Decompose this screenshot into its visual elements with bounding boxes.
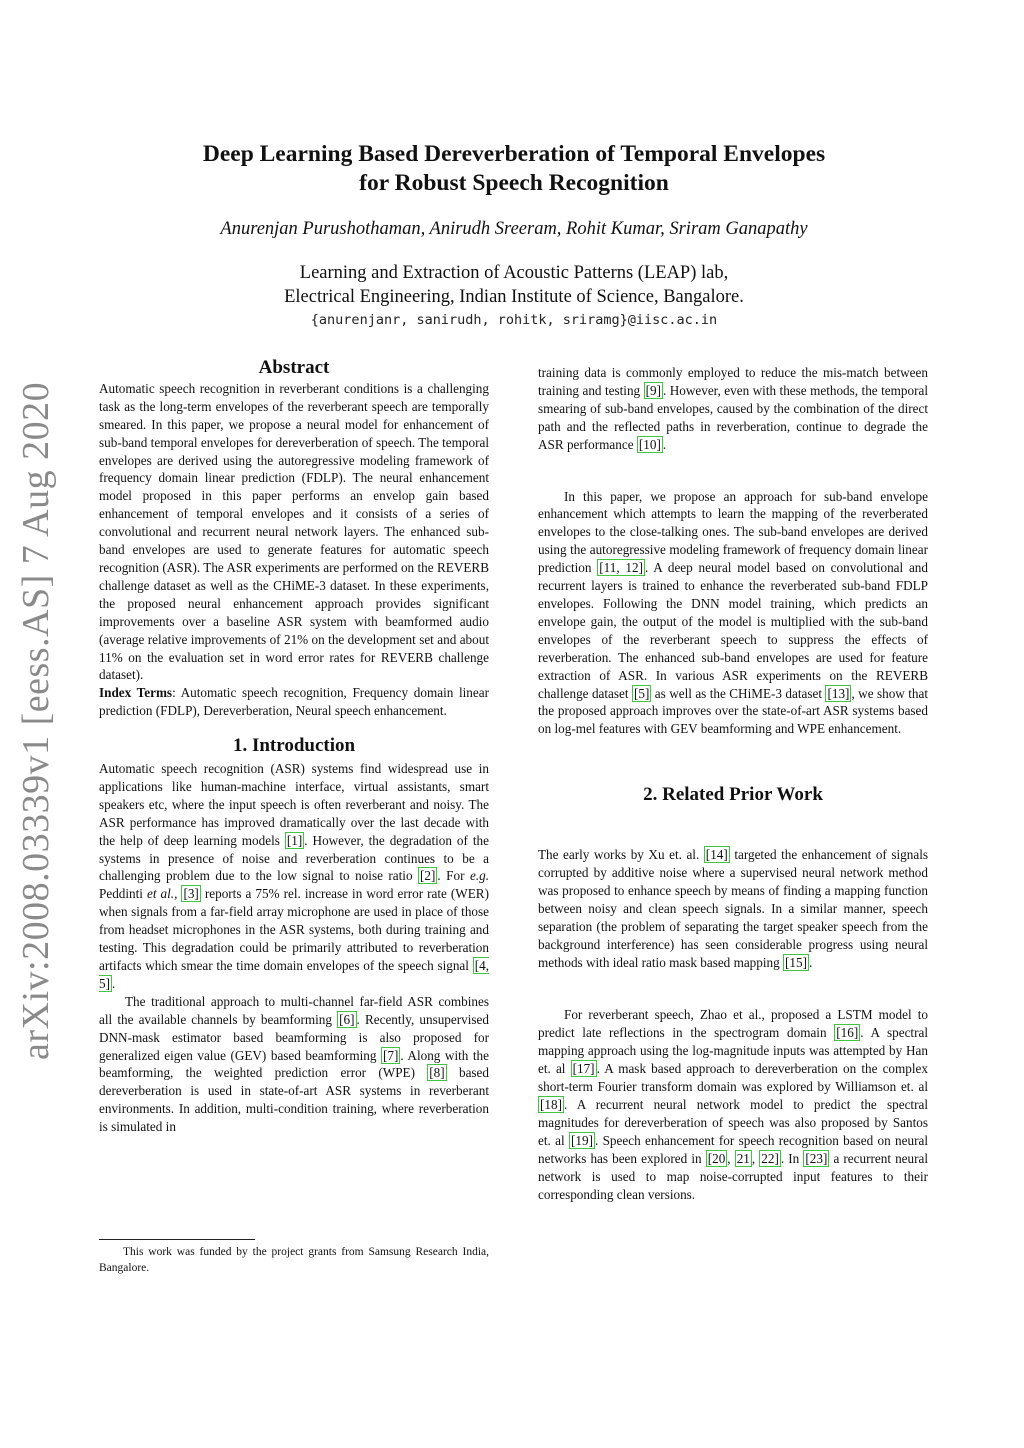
footnote: This work was funded by the project grants from Samsung Research India, Bangalore. xyxy=(99,1246,489,1274)
related-paragraph-1: The early works by Xu et. al. [14] targeted the enhancement of signals corrupted by additive noise where a supervised neural network method was proposed to enhance speech by means of finding a mapping function between noisy and clean speech signals. In a similar manner, speech separation (the problem of separating the target speaker speech from the background interference) has seen considerable progress using neural methods with ideal ratio mask based mapping [15] . xyxy=(538,847,928,970)
author-emails: {anurenjanr, sanirudh, rohitk, sriramg}@iisc.ac.in xyxy=(310,312,718,328)
authors: Anurenjan Purushothaman, Anirudh Sreeram, Rohit Kumar, Sriram Ganapathy xyxy=(220,219,808,239)
affiliation xyxy=(100,261,928,309)
citation-link[interactable]: [23] xyxy=(805,1150,828,1166)
citation-link[interactable]: [9] xyxy=(645,382,661,398)
citation-link[interactable]: [15] xyxy=(785,954,808,970)
index-terms-text: : Automatic speech recognition, Frequency domain linear prediction (FDLP), Dereverberation, Neural speech enhancement. xyxy=(99,685,489,719)
right-column xyxy=(538,364,928,1203)
citation-link[interactable]: [18] xyxy=(540,1097,562,1112)
citation-link[interactable]: 21 xyxy=(736,1150,750,1166)
footnote-rule xyxy=(99,1239,255,1240)
citation-link[interactable]: [13] xyxy=(827,685,850,701)
index-terms-label: Index Terms xyxy=(99,685,173,701)
citation-link[interactable]: 22] xyxy=(761,1150,779,1166)
related-paragraph-2: For reverberant speech, Zhao et al., proposed a LSTM model to predict late reflections in the spectrogram domain [16] . A spectral mapping approach using the log-magnitude inputs was attempted by Han et. al [17] . A mask based approach to dereverberation on the complex short-term Fourier transform domain was explored by Williamson et. al [18] . A recurrent neural network model to predict the spectral magnitudes for dereverberation of speech was also proposed by Santos et. al [19] . Speech enhancement for speech recognition based on neural networks has been explored in [20 , 21 , 22] . In [23] a recurrent neural network is used to map noise-corrupted input features to their corresponding clean versions. xyxy=(538,1007,929,1202)
intro-paragraph-2: The traditional approach to multi-channel far-field ASR combines all the available channels by beamforming [6] . Recently, unsupervised DNN-mask estimator based beamforming is also proposed for generalized eigen value (GEV) based beamforming [7] . Along with the beamforming, the weighted prediction error (WPE) [8] based dereverberation is used in state-of-art ASR systems in reverberant environments. In addition, multi-condition training, where reverberation is simulated in xyxy=(99,993,489,1135)
citation-link[interactable]: [1] xyxy=(286,832,303,848)
citation-link[interactable]: [16] xyxy=(836,1025,859,1041)
title-line-2: for Robust Speech Recognition xyxy=(359,170,669,196)
citation-link[interactable]: [17] xyxy=(572,1061,595,1077)
abstract-heading: Abstract xyxy=(258,357,330,378)
left-column xyxy=(99,359,489,1136)
abstract-text: Automatic speech recognition in reverberant conditions is a challenging task as the long-term envelopes of the reverberant speech are temporally smeared. In this paper, we propose a neural model for enhancement of sub-band temporal envelopes for dereverberation of speech. The temporal envelopes are derived using the autoregressive modeling framework of frequency domain linear prediction (FDLP). The neural enhancement model proposed in this paper performs an envelop gain based enhancement of temporal envelopes and it consists of a series of convolutional and recurrent neural network layers. The enhanced sub-band envelopes are used to generate features for automatic speech recognition (ASR). The ASR experiments are performed on the REVERB challenge dataset as well as the CHiME-3 dataset. In these experiments, the proposed neural enhancement approach provides significant improvements over a baseline ASR system with beamformed audio (average relative improvements of 21% on the development set and about 11% on the evaluation set in word error rates for REVERB challenge dataset). xyxy=(99,380,489,683)
citation-link[interactable]: [3] xyxy=(183,886,199,902)
citation-link[interactable]: [8] xyxy=(429,1065,445,1081)
citation-link[interactable]: [2] xyxy=(420,868,436,884)
citation-link[interactable]: [4, 5] xyxy=(99,958,489,991)
related-work-heading: 2. Related Prior Work xyxy=(643,784,823,806)
citation-link[interactable]: [7] xyxy=(382,1047,399,1063)
citation-link[interactable]: [19] xyxy=(570,1132,593,1148)
citation-link[interactable]: [5] xyxy=(633,685,650,701)
citation-link[interactable]: [10] xyxy=(638,436,661,452)
paper-title xyxy=(100,140,928,198)
citation-link[interactable]: [6] xyxy=(339,1011,355,1027)
citation-link[interactable]: [11, 12] xyxy=(599,560,643,576)
index-terms xyxy=(99,684,489,720)
affiliation-line-1: Learning and Extraction of Acoustic Patterns (LEAP) lab, xyxy=(299,263,729,283)
citation-link[interactable]: [14] xyxy=(705,847,728,863)
intro-paragraph-1: Automatic speech recognition (ASR) systems find widespread use in applications like human-machine interface, virtual assistants, smart speakers etc, where the input speech is often reverberant and noisy. The ASR performance has improved dramatically over the last decade with the help of deep learning models [1] . However, the degradation of the systems in presence of noise and reverberation continues to be a challenging problem due to the low signal to noise ratio [2] . For e.g. Peddinti et al., [3] reports a 75% rel. increase in word error rate (WER) when signals from a far-field array microphone are used in place of those from headset microphones in the ASR systems, both during training and testing. This degradation could be primarily attributed to reverberation artifacts which smear the time domain envelopes of the speech signal [4, 5] . xyxy=(99,761,490,991)
title-line-1: Deep Learning Based Dereverberation of Temporal Envelopes xyxy=(202,141,826,167)
introduction-heading: 1. Introduction xyxy=(232,735,356,757)
citation-link[interactable]: [20 xyxy=(707,1150,726,1166)
arxiv-identifier: arXiv:2008.03339v1 [eess.AS] 7 Aug 2020 xyxy=(15,381,57,1060)
affiliation-line-2: Electrical Engineering, Indian Institute of Science, Bangalore. xyxy=(284,287,744,307)
intro-paragraph-4: In this paper, we propose an approach for sub-band envelope enhancement which attempts to learn the mapping of the reverberated envelopes to the close-talking ones. The sub-band envelopes are derived using the autoregressive modeling framework of frequency domain linear prediction [11, 12] . A deep neural model based on convolutional and recurrent layers is trained to enhance the reverberated sub-band FDLP envelopes. Following the DNN model training, which predicts an envelope gain, the output of the model is multiplied with the sub-band envelopes of the reverberant speech to suppress the effects of reverberation. The enhanced sub-band envelopes are used for feature extraction of ASR. In various ASR experiments on the REVERB challenge dataset [5] as well as the CHiME-3 dataset [13] , we show that the proposed approach improves over the state-of-art ASR systems based on log-mel features with GEV beamforming and WPE enhancement. xyxy=(538,488,929,737)
intro-paragraph-3: training data is commonly employed to reduce the mis-match between training and testing [9] . However, even with these methods, the temporal smearing of sub-band envelopes, caused by the combination of the direct path and the reflected paths in reverberation, continue to degrade the ASR performance [10] . xyxy=(538,365,928,452)
